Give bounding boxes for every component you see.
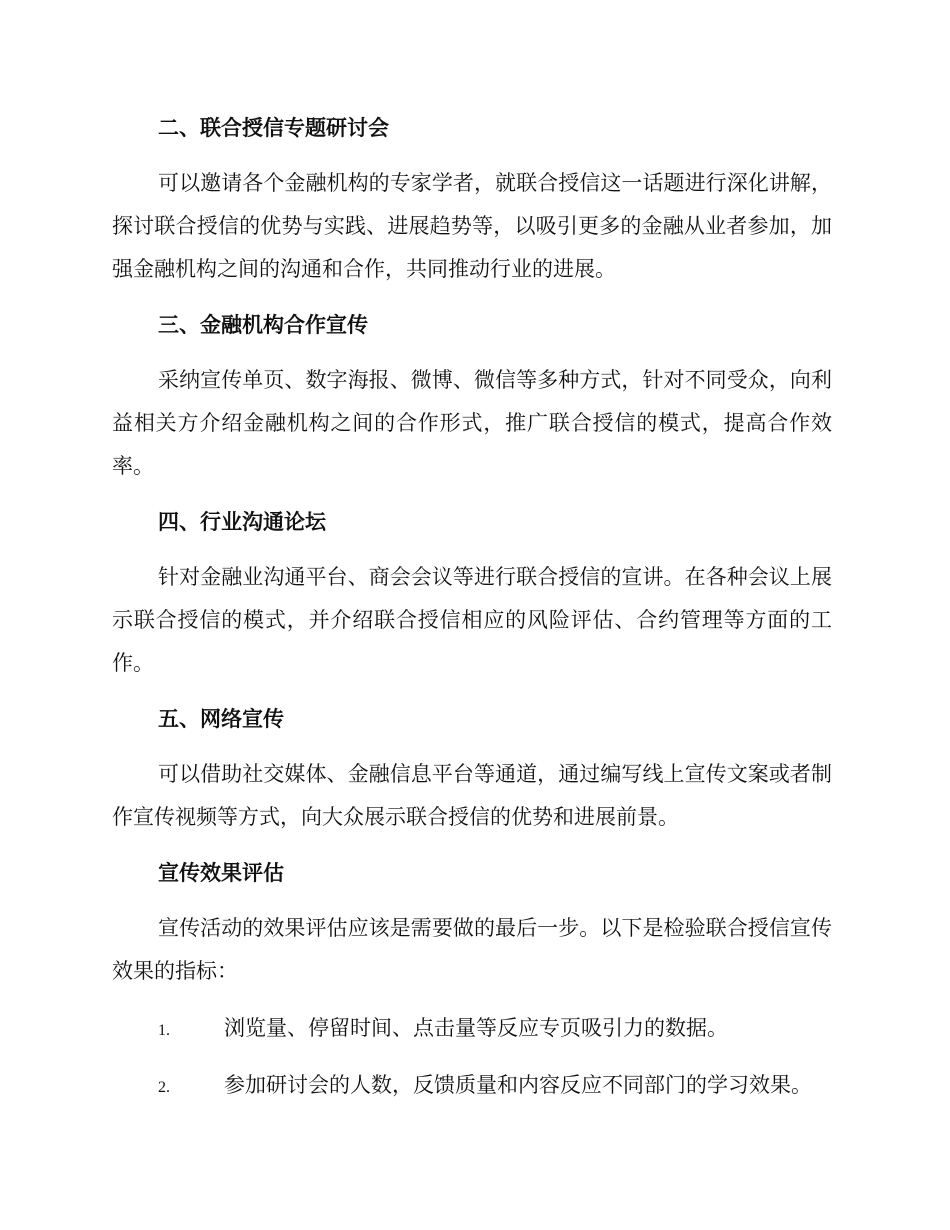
- list-number: 2.: [158, 1079, 170, 1096]
- section-paragraph: 采纳宣传单页、数字海报、微博、微信等多种方式，针对不同受众，向利益相关方介绍金融机构之间的合作形式，推广联合授信的模式，提高合作效率。: [112, 368, 832, 478]
- list-item: [112, 1064, 832, 1109]
- list-item: [112, 1007, 832, 1052]
- list-item-text: 浏览量、停留时间、点击量等反应专页吸引力的数据。: [224, 1016, 728, 1040]
- section-heading: 四、行业沟通论坛: [158, 510, 326, 534]
- section-paragraph: 宣传活动的效果评估应该是需要做的最后一步。以下是检验联合授信宣传效果的指标：: [112, 916, 832, 983]
- section-paragraph: 针对金融业沟通平台、商会会议等进行联合授信的宣讲。在各种会议上展示联合授信的模式，并介绍联合授信相应的风险评估、合约管理等方面的工作。: [112, 565, 832, 675]
- section-heading: 二、联合授信专题研讨会: [158, 116, 389, 140]
- section-heading: 宣传效果评估: [158, 861, 284, 885]
- section-heading: 三、金融机构合作宣传: [158, 313, 368, 337]
- section-paragraph: 可以借助社交媒体、金融信息平台等通道，通过编写线上宣传文案或者制作宣传视频等方式，向大众展示联合授信的优势和进展前景。: [112, 762, 832, 829]
- metrics-list: [112, 1007, 832, 1109]
- document-content: [112, 108, 832, 1121]
- section-paragraph: 可以邀请各个金融机构的专家学者，就联合授信这一话题进行深化讲解，探讨联合授信的优势与实践、进展趋势等，以吸引更多的金融从业者参加，加强金融机构之间的沟通和合作，共同推动行业的进展。: [112, 171, 832, 281]
- list-number: 1.: [158, 1022, 170, 1039]
- list-item-text: 参加研讨会的人数，反馈质量和内容反应不同部门的学习效果。: [224, 1073, 812, 1097]
- section-heading: 五、网络宣传: [158, 707, 284, 731]
